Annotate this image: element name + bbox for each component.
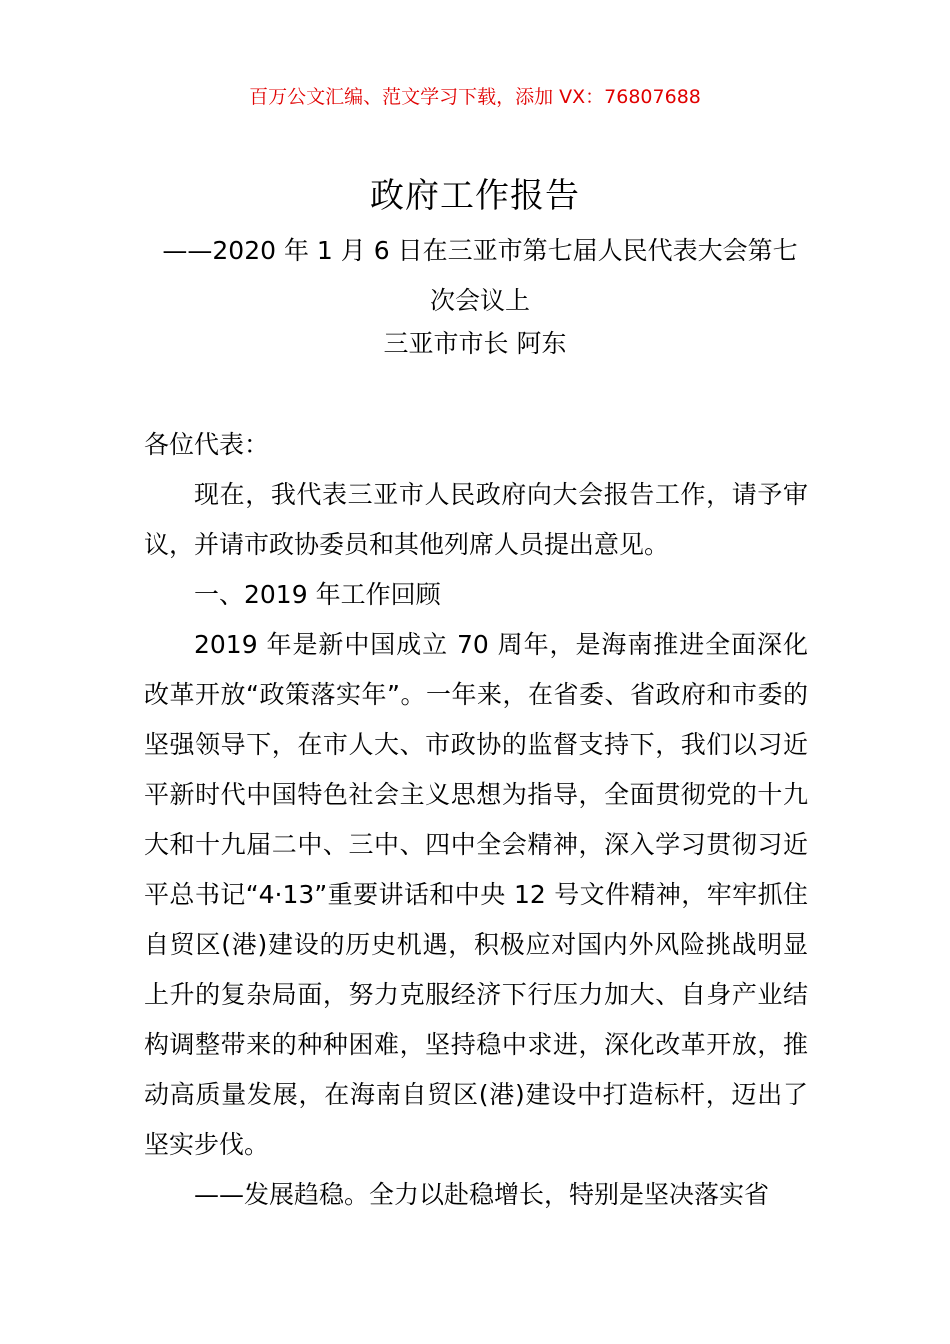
header-watermark: 百万公文汇编、范文学习下载，添加 VX：76807688 (249, 86, 701, 108)
paragraph: ——发展趋稳。全力以赴稳增长，特别是坚决落实省 (194, 1180, 770, 1209)
report-title: 政府工作报告 (370, 176, 580, 216)
greeting: 各位代表： (144, 430, 270, 459)
paragraph: 2019 年是新中国成立 70 周年，是海南推进全面深化改革开放“政策落实年”。一年来，在省委、省政府和市委的坚强领导下，在市人大、市政协的监督支持下，我们以习近平新时代中国特色社会主义思想为指导，全面贯彻党的十九大和十九届二中、三中、四中全会精神，深入学习贯彻习近平总书记“4·13”重要讲话和中央 12 号文件精神，牢牢抓住自贸区(港)建设的历史机遇，积极应对国内外风险挑战明显上升的复杂局面，努力克服经济下行压力加大、自身产业结构调整带来的种种困难，坚持稳中求进，深化改革开放，推动高质量发展，在海南自贸区(港)建设中打造标杆，迈出了坚实步伐。 (144, 630, 808, 1159)
paragraph: 现在，我代表三亚市人民政府向大会报告工作，请予审议，并请市政协委员和其他列席人员提出意见。 (144, 480, 808, 559)
report-subtitle: ——2020 年 1 月 6 日在三亚市第七届人民代表大会第七次会议上 (162, 236, 798, 315)
report-body (144, 420, 808, 1220)
report-author: 三亚市市长 阿东 (383, 329, 567, 358)
section-heading: 一、2019 年工作回顾 (194, 580, 441, 609)
